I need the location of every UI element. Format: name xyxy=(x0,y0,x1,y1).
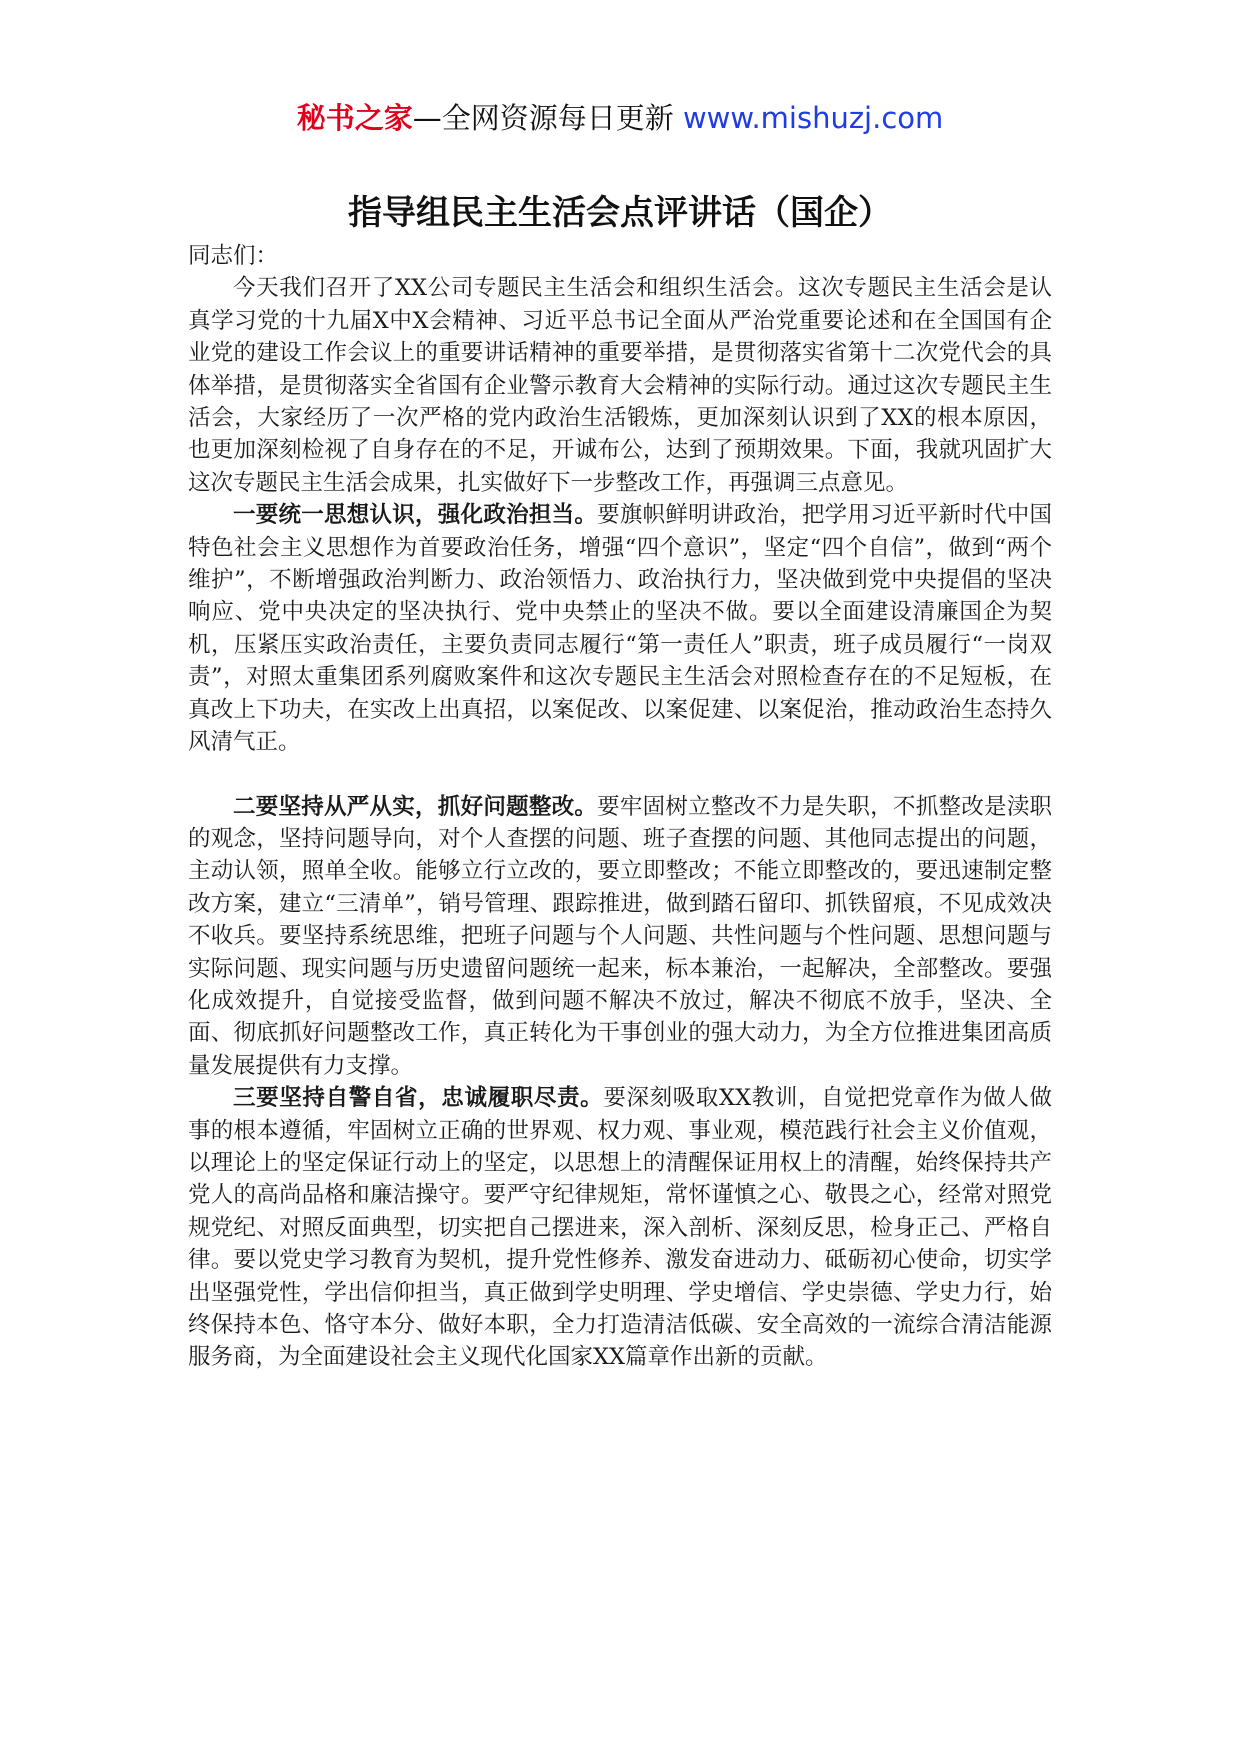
point-paragraph-3 xyxy=(188,1082,1052,1374)
point-heading-3: 三要坚持自警自省，忠诚履职尽责。 xyxy=(233,1085,604,1112)
document-body xyxy=(188,240,1052,1374)
point-body-1: 要旗帜鲜明讲政治，把学用习近平新时代中国特色社会主义思想作为首要政治任务，增强“四个意识”，坚定“四个自信”，做到“两个维护”，不断增强政治判断力、政治领悟力、政治执行力，坚决做到党中央提倡的坚决响应、党中央决定的坚决执行、党中央禁止的坚决不做。要以全面建设清廉国企为契机，压紧压实政治责任，主要负责同志履行“第一责任人”职责，班子成员履行“一岗双责”，对照太重集团系列腐败案件和这次专题民主生活会对照检查存在的不足短板，在真改上下功夫，在实改上出真招，以案促改、以案促建、以案促治，推动政治生态持久风清气正。 xyxy=(188,502,1052,756)
site-url-link[interactable]: www.mishuzj.com xyxy=(682,101,944,135)
header-tagline: —全网资源每日更新 xyxy=(412,101,674,135)
intro-paragraph: 今天我们召开了XX公司专题民主生活会和组织生活会。这次专题民主生活会是认真学习党的十九届X中X会精神、习近平总书记全面从严治党重要论述和在全国国有企业党的建设工作会议上的重要讲话精神的重要举措，是贯彻落实省第十二次党代会的具体举措，是贯彻落实全省国有企业警示教育大会精神的实际行动。通过这次专题民主生活会，大家经历了一次严格的党内政治生活锻炼，更加深刻认识到了XX的根本原因，也更加深刻检视了自身存在的不足，开诚布公，达到了预期效果。下面，我就巩固扩大这次专题民主生活会成果，扎实做好下一步整改工作，再强调三点意见。 xyxy=(188,275,1052,496)
point-paragraph-1 xyxy=(188,499,1052,758)
brand-name: 秘书之家 xyxy=(296,101,413,135)
document-title: 指导组民主生活会点评讲话（国企） xyxy=(348,193,892,233)
point-paragraph-2 xyxy=(188,791,1052,1083)
point-body-3: 要深刻吸取XX教训，自觉把党章作为做人做事的根本遵循，牢固树立正确的世界观、权力观、事业观，模范践行社会主义价值观，以理论上的坚定保证行动上的坚定，以思想上的清醒保证用权上的清醒，始终保持共产党人的高尚品格和廉洁操守。要严守纪律规矩，常怀谨慎之心、敬畏之心，经常对照党规党纪、对照反面典型，切实把自己摆进来，深入剖析、深刻反思，检身正己、严格自律。要以党史学习教育为契机，提升党性修养、激发奋进动力、砥砺初心使命，切实学出坚强党性，学出信仰担当，真正做到学史明理、学史增信、学史崇德、学史力行，始终保持本色、恪守本分、做好本职，全力打造清洁低碳、安全高效的一流综合清洁能源服务商，为全面建设社会主义现代化国家XX篇章作出新的贡献。 xyxy=(188,1085,1052,1371)
site-header xyxy=(0,98,1240,138)
salutation: 同志们： xyxy=(188,243,279,269)
point-heading-1: 一要统一思想认识，强化政治担当。 xyxy=(233,502,598,529)
point-heading-2: 二要坚持从严从实，抓好问题整改。 xyxy=(233,793,598,820)
point-body-2: 要牢固树立整改不力是失职，不抓整改是渎职的观念，坚持问题导向，对个人查摆的问题、班子查摆的问题、其他同志提出的问题，主动认领，照单全收。能够立行立改的，要立即整改；不能立即整改的，要迅速制定整改方案，建立“三清单”，销号管理、跟踪推进，做到踏石留印、抓铁留痕，不见成效决不收兵。要坚持系统思维，把班子问题与个人问题、共性问题与个性问题、思想问题与实际问题、现实问题与历史遗留问题统一起来，标本兼治，一起解决，全部整改。要强化成效提升，自觉接受监督，做到问题不解决不放过，解决不彻底不放手，坚决、全面、彻底抓好问题整改工作，真正转化为干事创业的强大动力，为全方位推进集团高质量发展提供有力支撑。 xyxy=(188,793,1052,1079)
